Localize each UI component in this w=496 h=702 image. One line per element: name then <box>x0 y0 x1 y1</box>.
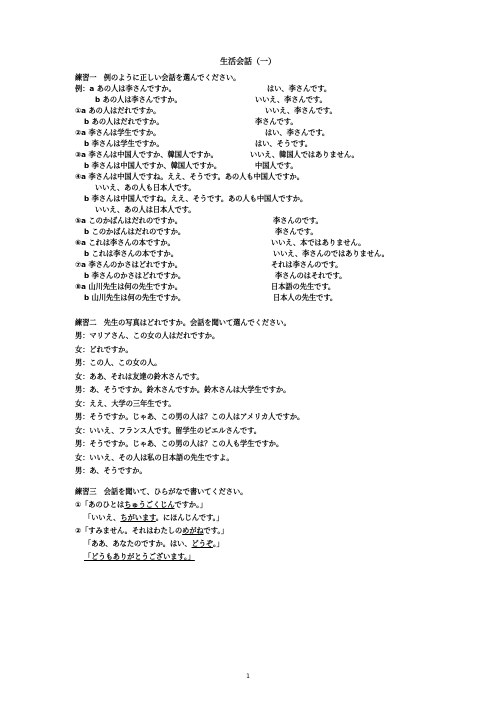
exercise-answer: 李さんです。 <box>255 117 298 126</box>
answer-underlined: ちがいます <box>120 513 156 522</box>
hiragana-line <box>84 539 224 549</box>
exercise-line: ①a あの人はだれですか。 <box>75 106 161 115</box>
exercise-answer: はい、李さんです。 <box>265 128 330 137</box>
line-text: 。」 <box>212 539 224 548</box>
line-text: 「いいえ、 <box>84 513 121 522</box>
section3-heading: 練習三 会話を聞いて、ひらがなで書いてください。 <box>75 487 248 496</box>
exercise-answer: 日本語の先生です。 <box>271 282 336 291</box>
exercise-line: b 李さんは中国人ですか、韓国人ですか。 <box>84 161 222 170</box>
page-number: 1 <box>246 673 250 680</box>
answer-underlined: 「どうもありがとうございます。」 <box>84 552 195 561</box>
exercise-line: b あの人はだれですか。 <box>84 117 164 126</box>
exercise-answer: いいえ、李さんです。 <box>255 95 327 104</box>
exercise-line: ③a 李さんは中国人ですか、韓国人ですか。 <box>75 150 218 159</box>
section1-heading: 練習一 例のように正しい会話を選んでください。 <box>75 73 241 82</box>
exercise-answer: はい、そうです。 <box>255 139 312 148</box>
exercise-line: 例：a あの人は李さんですか。 <box>75 84 176 93</box>
exercise-line: ②a 李さんは学生ですか。 <box>75 128 161 137</box>
exercise-line: いいえ、あの人も日本人です。 <box>95 183 196 192</box>
exercise-line: b 李さんは中国人ですね。ええ、そうです。あの人も中国人ですか。 <box>84 194 308 203</box>
dialogue-line: 女：どれですか。 <box>75 345 133 354</box>
dialogue-line: 女：ああ、それは友達の鈴木さんです。 <box>75 372 204 381</box>
dialogue-line: 男：あ、そうですか。鈴木さんですか。鈴木さんは大学生ですか。 <box>75 385 291 394</box>
hiragana-line <box>75 526 228 536</box>
exercise-line: ⑥a これは李さんの本ですか。 <box>75 238 175 247</box>
dialogue-line: 女：いいえ、その人は私の日本語の先生ですよ。 <box>75 453 234 462</box>
exercise-line: b 山川先生は何の先生ですか。 <box>84 293 186 302</box>
dialogue-line: 男：あ、そうですか。 <box>75 466 147 475</box>
dialogue-line: 男：そうですか。じゃあ、この男の人は？この人はアメリカ人ですか。 <box>75 412 305 421</box>
exercise-answer: 李さんのはそれです。 <box>275 271 347 280</box>
exercise-line: b これは李さんの本ですか。 <box>84 249 178 258</box>
exercise-answer: それは李さんのです。 <box>271 260 343 269</box>
exercise-line: ⑦a 李さんのかさはどれですか。 <box>75 260 182 269</box>
exercise-line: b 李さんは学生ですか。 <box>84 139 164 148</box>
section2-heading: 練習二 先生の写真はどれですか。会話を聞いて選んでください。 <box>75 318 291 327</box>
exercise-line: ⑤a このかばんはだれのですか。 <box>75 216 182 225</box>
exercise-line: ⑧a 山川先生は何の先生ですか。 <box>75 282 182 291</box>
exercise-line: ④a 李さんは中国人ですね。ええ、そうです。あの人も中国人ですか。 <box>75 172 304 181</box>
hiragana-line <box>84 513 223 523</box>
exercise-line: いいえ、あの人は日本人です。 <box>95 205 196 214</box>
exercise-answer: いいえ、韓国人ではありません。 <box>250 150 359 159</box>
line-text: 。にほんじんです。」 <box>155 513 224 522</box>
exercise-answer: いいえ、本ではありません。 <box>271 238 366 247</box>
answer-underlined: ちゅうごくじん <box>124 500 175 509</box>
hiragana-line <box>84 552 195 562</box>
hiragana-line <box>75 500 207 510</box>
exercise-answer: 李さんのです。 <box>273 216 323 225</box>
page-title: 生活会話（一） <box>220 57 276 66</box>
exercise-answer: いいえ、李さんです。 <box>265 106 337 115</box>
exercise-line: b あの人は李さんですか。 <box>95 95 182 104</box>
exercise-answer: 日本人の先生です。 <box>273 293 338 302</box>
exercise-line: b 李さんのかさはどれですか。 <box>84 271 186 280</box>
dialogue-line: 男：この人、この女の人。 <box>75 358 162 367</box>
exercise-line: b このかばんはだれのですか。 <box>84 227 186 236</box>
exercise-answer: いいえ、李さんのではありません。 <box>273 249 389 258</box>
answer-underlined: どうぞ <box>191 539 213 548</box>
dialogue-line: 女：いいえ、フランス人です。留学生のピエルさんです。 <box>75 426 261 435</box>
line-text: です。」 <box>203 526 229 535</box>
dialogue-line: 男：そうですか。じゃあ、この男の人は？この人も学生ですか。 <box>75 439 284 448</box>
line-text: ①「あのひとは <box>75 500 125 509</box>
exercise-answer: 中国人です。 <box>255 161 298 170</box>
line-text: ですか。」 <box>174 500 207 509</box>
line-text: 「ああ、あなたのですか。はい、 <box>84 539 192 548</box>
dialogue-line: 男：マリアさん、この女の人はだれですか。 <box>75 331 220 340</box>
dialogue-line: 女：ええ、大学の三年生です。 <box>75 399 176 408</box>
exercise-answer: 李さんです。 <box>275 227 318 236</box>
answer-underlined: めがね <box>182 526 204 535</box>
line-text: ②「すみません。それはわたしの <box>75 526 183 535</box>
exercise-answer: はい、李さんです。 <box>267 84 332 93</box>
